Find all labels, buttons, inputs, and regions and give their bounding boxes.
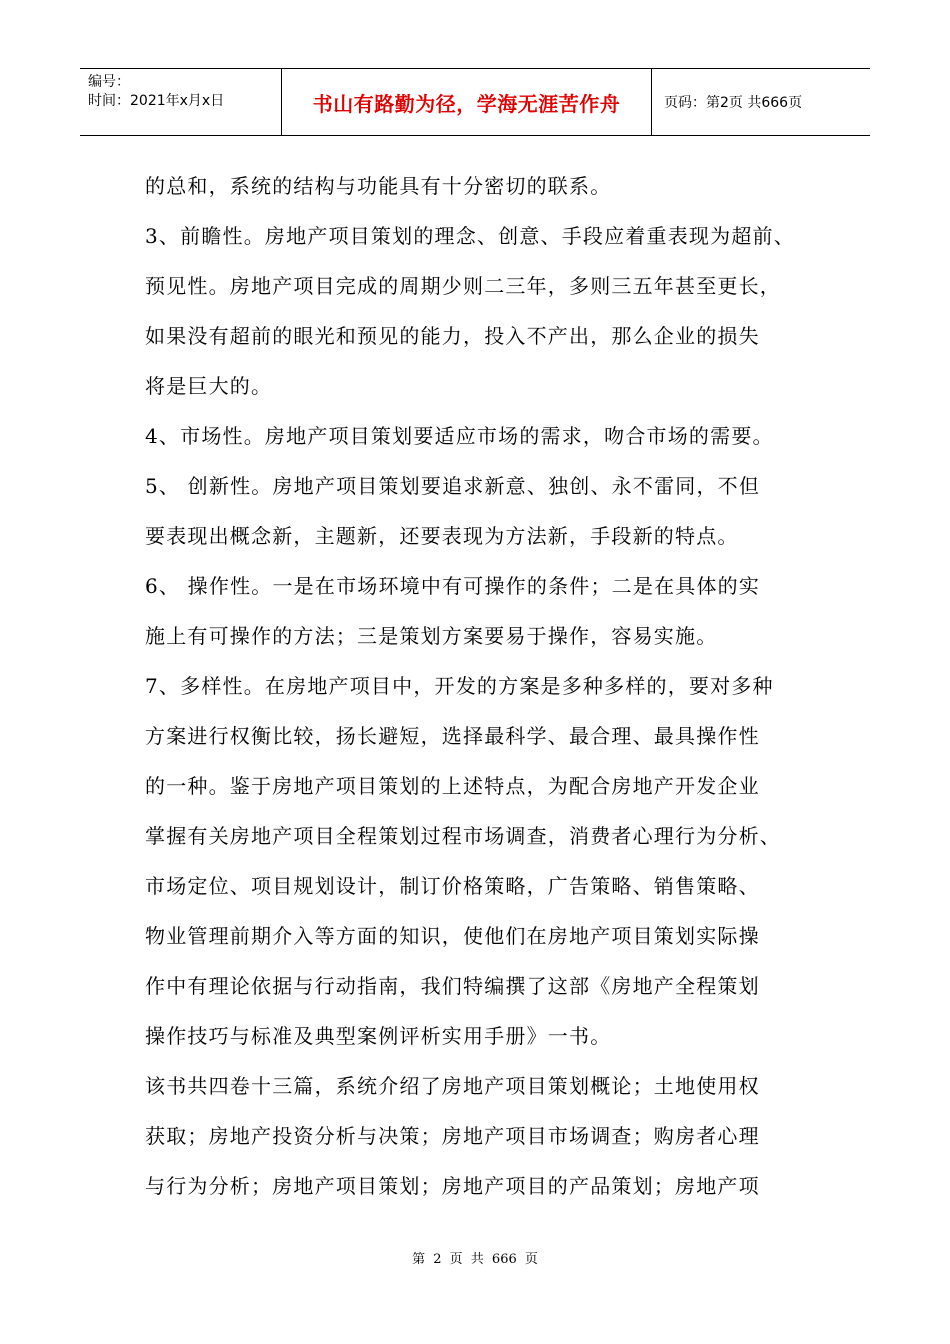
- body-line: 作中有理论依据与行动指南，我们特编撰了这部《房地产全程策划: [145, 974, 760, 998]
- body-line: 的总和，系统的结构与功能具有十分密切的联系。: [145, 174, 612, 198]
- body-line: 掌握有关房地产项目全程策划过程市场调查，消费者心理行为分析、: [145, 824, 781, 848]
- body-line: 方案进行权衡比较，扬长避短，选择最科学、最合理、最具操作性: [145, 724, 760, 748]
- number-label: 编号：: [88, 74, 130, 90]
- page-footer: [0, 1248, 950, 1267]
- header-motto-cell: [282, 69, 652, 135]
- body-line: 将是巨大的。: [145, 374, 273, 398]
- body-line: 要表现出概念新，主题新，还要表现为方法新，手段新的特点。: [145, 524, 739, 548]
- body-line: 5、 创新性。房地产项目策划要追求新意、独创、永不雷同，不但: [145, 474, 761, 498]
- document-header: [80, 68, 870, 136]
- body-line: 操作技巧与标准及典型案例评析实用手册》一书。: [145, 1024, 612, 1048]
- body-line: 施上有可操作的方法；三是策划方案要易于操作，容易实施。: [145, 624, 718, 648]
- header-page-info: 页码：第2页 共666页: [664, 95, 803, 111]
- footer-page-number: 第 2 页 共 666 页: [412, 1252, 538, 1267]
- body-line: 该书共四卷十三篇，系统介绍了房地产项目策划概论；土地使用权: [145, 1074, 760, 1098]
- time-label: 时间：2021年x月x日: [88, 93, 225, 109]
- body-line: 与行为分析；房地产项目策划；房地产项目的产品策划；房地产项: [145, 1174, 760, 1198]
- body-line: 7、多样性。在房地产项目中，开发的方案是多种多样的，要对多种: [145, 674, 774, 698]
- body-line: 4、市场性。房地产项目策划要适应市场的需求，吻合市场的需要。: [145, 424, 774, 448]
- body-line: 获取；房地产投资分析与决策；房地产项目市场调查；购房者心理: [145, 1124, 760, 1148]
- body-line: 6、 操作性。一是在市场环境中有可操作的条件；二是在具体的实: [145, 574, 761, 598]
- body-line: 预见性。房地产项目完成的周期少则二三年，多则三五年甚至更长，: [145, 274, 781, 298]
- body-line: 的一种。鉴于房地产项目策划的上述特点，为配合房地产开发企业: [145, 774, 760, 798]
- body-line: 物业管理前期介入等方面的知识，使他们在房地产项目策划实际操: [145, 924, 760, 948]
- header-motto: 书山有路勤为径，学海无涯苦作舟: [312, 91, 621, 116]
- document-body: [145, 161, 825, 1211]
- header-page-cell: [652, 69, 870, 135]
- body-line: 如果没有超前的眼光和预见的能力，投入不产出，那么企业的损失: [145, 324, 760, 348]
- body-line: 3、前瞻性。房地产项目策划的理念、创意、手段应着重表现为超前、: [145, 224, 795, 248]
- body-line: 市场定位、项目规划设计，制订价格策略，广告策略、销售策略、: [145, 874, 760, 898]
- header-meta-cell: [80, 69, 282, 135]
